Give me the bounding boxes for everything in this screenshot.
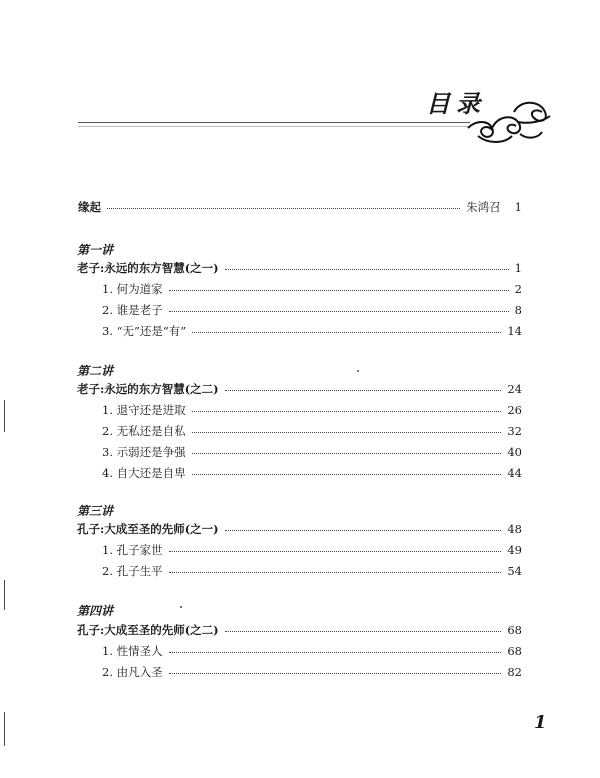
dot-leader — [192, 331, 501, 333]
toc-item-label: 3. “无”还是“有” — [102, 324, 187, 338]
dot-leader — [107, 207, 460, 209]
lecture-heading: 第二讲 — [77, 364, 114, 378]
toc-section-label: 孔子:大成至圣的先师(之二) — [77, 623, 219, 637]
dot-leader — [169, 550, 502, 552]
toc-item-row[interactable] — [0, 279, 600, 299]
toc-item-label: 3. 示弱还是争强 — [102, 445, 186, 459]
dot-leader — [192, 473, 502, 475]
dot-leader — [169, 571, 502, 573]
toc-item-row[interactable] — [0, 463, 600, 483]
scan-speck — [357, 370, 359, 372]
lecture-heading: 第三讲 — [77, 504, 114, 518]
toc-page-number: 26 — [507, 403, 522, 417]
toc-section-label: 孔子:大成至圣的先师(之一) — [77, 522, 219, 536]
toc-page-number: 49 — [507, 543, 522, 557]
toc-section-label: 老子:永远的东方智慧(之二) — [77, 382, 219, 396]
toc-intro-label: 缘起 — [78, 200, 101, 214]
dot-leader — [192, 410, 502, 412]
scan-margin-mark — [4, 400, 5, 432]
toc-intro-page: 1 — [514, 200, 522, 214]
toc-intro-row[interactable] — [0, 197, 600, 217]
toc-item-row[interactable] — [0, 421, 600, 441]
scan-margin-mark — [4, 712, 5, 746]
toc-page-number: 1 — [514, 261, 522, 275]
toc-page-number: 68 — [507, 644, 522, 658]
dot-leader — [169, 672, 502, 674]
lecture-heading: 第四讲 — [77, 604, 114, 618]
toc-item-label: 1. 性情圣人 — [102, 644, 163, 658]
toc-section-row[interactable] — [0, 620, 600, 640]
toc-page-number: 40 — [507, 445, 522, 459]
toc-item-label: 1. 何为道家 — [102, 282, 163, 296]
toc-section-row[interactable] — [0, 258, 600, 278]
toc-page-number: 82 — [507, 665, 522, 679]
toc-item-row[interactable] — [0, 300, 600, 320]
lecture-heading: 第一讲 — [77, 243, 114, 257]
dot-leader — [192, 452, 502, 454]
toc-page-number: 48 — [507, 522, 522, 536]
dot-leader — [225, 389, 502, 391]
toc-item-row[interactable] — [0, 662, 600, 682]
scan-speck — [180, 606, 182, 608]
toc-item-row[interactable] — [0, 561, 600, 581]
toc-page-number: 8 — [514, 303, 522, 317]
dot-leader — [225, 630, 502, 632]
toc-item-label: 2. 由凡入圣 — [102, 665, 163, 679]
toc-item-label: 2. 孔子生平 — [102, 564, 163, 578]
dot-leader — [169, 289, 509, 291]
toc-section-row[interactable] — [0, 379, 600, 399]
dot-leader — [225, 268, 509, 270]
toc-item-row[interactable] — [0, 540, 600, 560]
toc-item-row[interactable] — [0, 321, 600, 341]
toc-page-number: 68 — [507, 623, 522, 637]
toc-item-row[interactable] — [0, 641, 600, 661]
toc-item-label: 2. 谁是老子 — [102, 303, 163, 317]
dot-leader — [192, 431, 502, 433]
toc-page-number: 2 — [514, 282, 522, 296]
dot-leader — [225, 529, 502, 531]
scan-margin-mark — [4, 580, 5, 610]
toc-page-number: 24 — [507, 382, 522, 396]
dot-leader — [169, 651, 502, 653]
toc-section-row[interactable] — [0, 519, 600, 539]
toc-page-number: 54 — [507, 564, 522, 578]
toc-item-row[interactable] — [0, 442, 600, 462]
page-title: 目录 — [426, 89, 486, 118]
toc-item-row[interactable] — [0, 400, 600, 420]
page-number: 1 — [534, 712, 547, 733]
toc-item-label: 4. 自大还是自卑 — [102, 466, 186, 480]
toc-page-number: 32 — [507, 424, 522, 438]
dot-leader — [169, 310, 509, 312]
toc-section-label: 老子:永远的东方智慧(之一) — [77, 261, 219, 275]
toc-page-number: 44 — [507, 466, 522, 480]
toc-item-label: 2. 无私还是自私 — [102, 424, 186, 438]
toc-intro-author: 朱鸿召 — [466, 200, 501, 214]
toc-item-label: 1. 退守还是进取 — [102, 403, 186, 417]
toc-page-number: 14 — [507, 324, 522, 338]
toc-item-label: 1. 孔子家世 — [102, 543, 163, 557]
